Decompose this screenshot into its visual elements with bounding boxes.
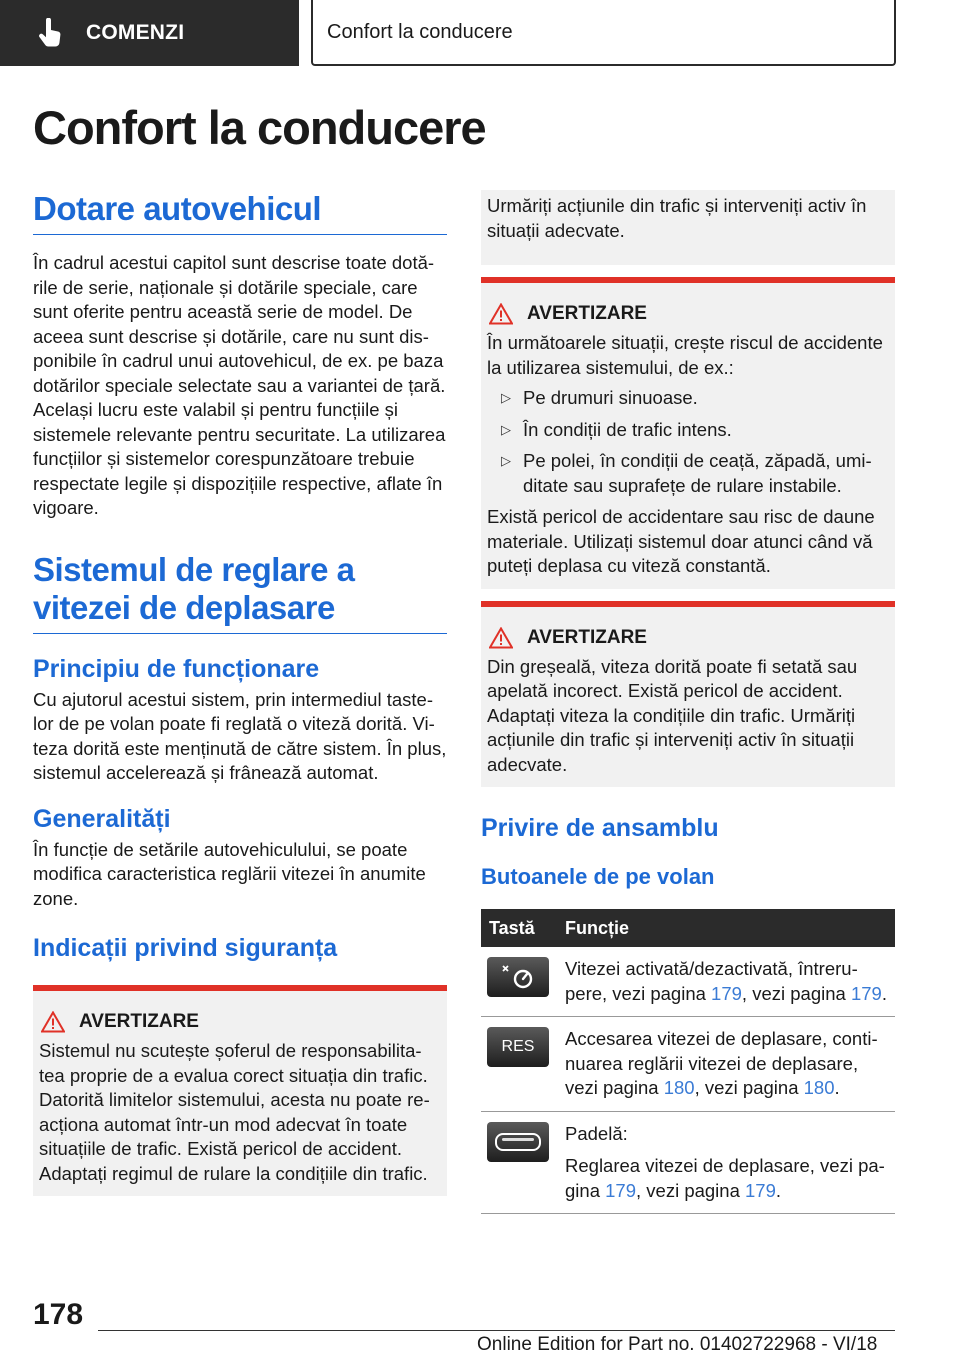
rocker-paddle-icon	[487, 1122, 549, 1162]
list-item: ▷ Pe drumuri sinuoase.	[487, 386, 889, 411]
header-chapter-tab[interactable]	[311, 0, 896, 66]
warning-triangle-icon	[489, 303, 513, 325]
triangle-bullet-icon: ▷	[501, 453, 511, 468]
page-link[interactable]: 179	[745, 1179, 776, 1201]
warning-box-2	[481, 277, 895, 589]
warning-title: AVERTIZARE	[527, 303, 647, 324]
row-function-text: Accesarea vitezei de deplasare, continuarea reglării vitezei de deplasare, vezi pagina 180, vezi pagina 180.	[557, 1017, 895, 1112]
heading-butoane: Butoanele de pe volan	[481, 864, 715, 889]
footer-divider	[98, 1330, 895, 1331]
header-section-label: COMENZI	[86, 21, 185, 44]
warning-header	[41, 1011, 441, 1033]
warning-box-3	[481, 601, 895, 788]
warning-box-1	[33, 985, 447, 1196]
column-header-key: Tastă	[481, 909, 557, 947]
warning-continuation-text: Urmăriți acțiunile din trafic și interveniți activ în situații adecvate.	[487, 195, 867, 241]
warning-continuation-box	[481, 190, 895, 265]
steering-buttons-table	[481, 909, 895, 1214]
page-link[interactable]: 179	[605, 1179, 636, 1201]
heading-indicatii: Indicații privind siguranța	[33, 934, 338, 962]
warning-text: Sistemul nu scutește șoferul de responsabilitatea proprie de a evalua corect situația din trafic. Datorită limitelor sistemului, acesta nu poate reacționa automat într-un mod adecvat în toate situațiile de trafic. Există pericol de accident. Adaptați regimul de rulare la condițiile din trafic.	[39, 1040, 430, 1184]
warning-bullet-list	[487, 386, 889, 498]
triangle-bullet-icon: ▷	[501, 390, 511, 405]
warning-triangle-icon	[41, 1011, 65, 1033]
warning-triangle-icon	[489, 627, 513, 649]
right-column	[481, 190, 895, 1214]
page-title: Confort la conducere	[33, 101, 486, 154]
heading-principiu: Principiu de funcționare	[33, 654, 320, 683]
page-link[interactable]: 179	[711, 982, 742, 1004]
heading-privire: Privire de ansamblu	[481, 814, 719, 842]
page-link[interactable]: 180	[663, 1077, 695, 1098]
paragraph-principiu: Cu ajutorul acestui sistem, prin intermediul tastelor de pe volan poate fi reglată o viteză dorită. Viteza dorită este menținută de către sistem. În plus, sistemul accelerează și frânează automat.	[33, 688, 447, 783]
footer-edition: Online Edition for Part no. 01402722968 - VI/18	[477, 1334, 878, 1355]
header-chapter-label: Confort la conducere	[327, 20, 513, 43]
warning-text: Din greșeală, viteza dorită poate fi setată sau apelată incorect. Există pericol de accident. Adaptați viteza la condițiile din trafic. Urmăriți acțiunile din trafic și interveniți activ în situații adecvate.	[487, 655, 858, 775]
warning-header	[489, 303, 889, 325]
table-row	[481, 1017, 895, 1112]
heading-generalitati: Generalități	[33, 804, 171, 833]
row-function-text: Padelă: Reglarea vitezei de deplasare, vezi pagina 179, vezi pagina 179.	[557, 1111, 895, 1214]
triangle-bullet-icon: ▷	[501, 421, 511, 437]
page-link[interactable]: 180	[803, 1077, 835, 1098]
column-header-function: Funcție	[557, 909, 895, 947]
paragraph-dotare: În cadrul acestui capitol sunt descrise toate dotările de serie, naționale și dotările speciale, care sunt oferite pentru această serie de model. De aceea sunt descrise și dotările, care nu sunt disponibile în cadrul unui autovehicul, de ex. pe baza dotărilor speciale selectate sau a variantei de țară. Același lucru este valabil și pentru funcțiile și sistemele relevante pentru securitate. La utilizarea funcțiilor și sistemelor corespunzătoare trebuie respectate legile și dispozițiile respective, aflate în vigoare.	[33, 252, 446, 518]
warning-outro: Există pericol de accidentare sau risc de daune materiale. Utilizați sistemul doar atunci când vă puteți deplasa cu viteză constantă.	[487, 506, 875, 576]
header-section-tab[interactable]	[0, 0, 299, 66]
heading-dotare: Dotare autovehicul	[33, 190, 447, 235]
heading-sistem: Sistemul de reglare a vitezei de deplasare	[33, 551, 447, 634]
hand-pointer-icon	[36, 18, 66, 48]
res-button-icon: RES	[487, 1027, 549, 1067]
table-header-row	[481, 909, 895, 947]
page-number: 178	[33, 1298, 84, 1331]
left-column	[33, 190, 447, 1196]
page-link[interactable]: 179	[850, 982, 882, 1004]
warning-header	[489, 627, 889, 649]
table-row	[481, 1111, 895, 1214]
warning-intro: În următoarele situații, crește riscul de accidente la utilizarea sistemului, de ex.:	[487, 332, 883, 378]
table-row	[481, 947, 895, 1017]
paragraph-generalitati: În funcție de setările autovehiculului, se poate modifica caracteristica reglării vitezei în anumite zone.	[33, 838, 426, 909]
cruise-toggle-icon	[487, 957, 549, 997]
list-item: ▷ În condiții de trafic intens.	[487, 418, 889, 443]
row-function-text: Vitezei activată/dezactivată, întrerupere, vezi pagina 179, vezi pagina 179.	[557, 947, 895, 1017]
warning-title: AVERTIZARE	[527, 626, 647, 648]
warning-title: AVERTIZARE	[79, 1011, 199, 1032]
list-item: ▷ Pe polei, în condiții de ceață, zăpadă, umiditate sau suprafețe de rulare instabile.	[487, 449, 889, 498]
